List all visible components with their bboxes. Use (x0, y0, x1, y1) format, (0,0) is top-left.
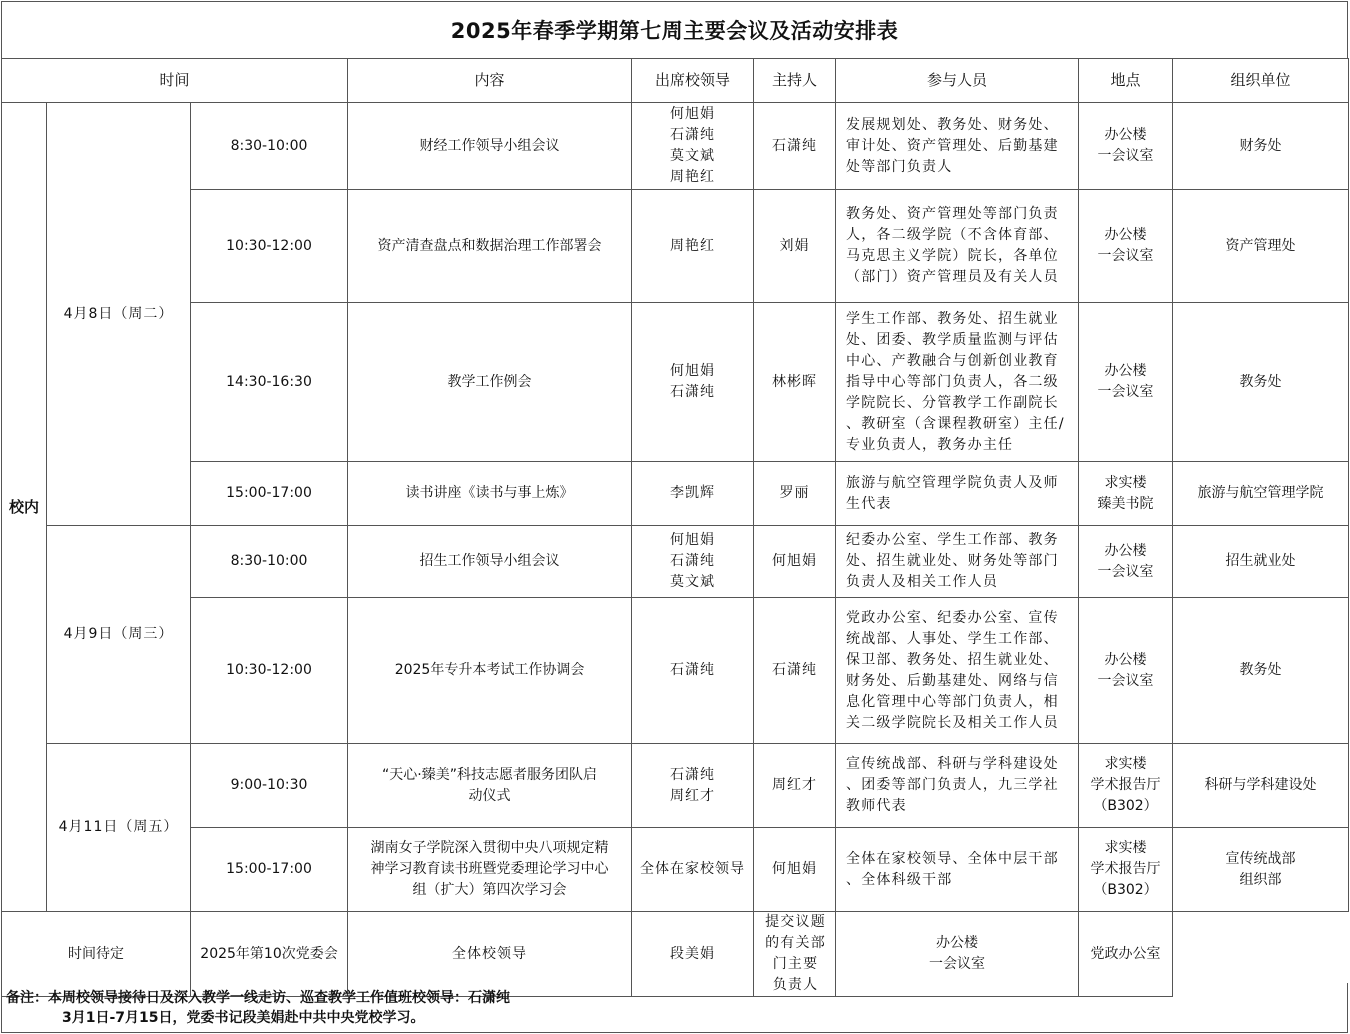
cell-line: 党政办公室、纪委办公室、宣传 (846, 609, 1059, 626)
content-cell (348, 462, 632, 526)
cell-line: 旅游与航空管理学院 (1197, 485, 1324, 501)
content-cell (348, 828, 632, 912)
header-time: 时间 (2, 59, 348, 103)
header-location: 地点 (1079, 59, 1173, 103)
leaders-cell (632, 744, 754, 828)
cell-line: 学术报告厅 (1090, 861, 1161, 877)
participants-cell (836, 598, 1079, 744)
cell-line: 科研与学科建设处 (1204, 777, 1317, 793)
content-cell (348, 598, 632, 744)
content-cell (348, 190, 632, 303)
cell-line: （B302） (1093, 798, 1158, 814)
location-cell (1079, 103, 1173, 190)
cell-line: 审计处、资产管理处、后勤基建 (846, 137, 1059, 154)
cell-line: 处、团委、教学质量监测与评估 (846, 331, 1059, 348)
time-cell: 15:00-17:00 (191, 462, 348, 526)
organizer-cell (1173, 103, 1349, 190)
cell-line: 旅游与航空管理学院负责人及师 (846, 474, 1059, 491)
content-cell (348, 103, 632, 190)
location-cell (1079, 744, 1173, 828)
location-cell (1079, 598, 1173, 744)
header-participants: 参与人员 (836, 59, 1079, 103)
cell-line: 周红才 (670, 787, 716, 804)
cell-line: （B302） (1093, 882, 1158, 898)
leaders-cell (632, 828, 754, 912)
time-cell: 15:00-17:00 (191, 828, 348, 912)
cell-line: 石潇纯 (670, 553, 716, 569)
footnote-line-2: 3月1日-7月15日，党委书记段美娟赴中共中央党校学习。 (62, 1010, 425, 1026)
organizer-cell (1173, 190, 1349, 303)
cell-line: 求实楼 (1104, 756, 1147, 772)
header-host: 主持人 (754, 59, 836, 103)
cell-line: 生代表 (846, 495, 892, 512)
cell-line: 何旭娟 (670, 363, 716, 379)
cell-line: 办公楼 (1104, 127, 1147, 143)
host-cell: 石潇纯 (754, 598, 836, 744)
time-cell: 10:30-12:00 (191, 190, 348, 303)
cell-line: 办公楼 (1104, 363, 1147, 379)
time-cell: 9:00-10:30 (191, 744, 348, 828)
cell-line: （部门）资产管理员及有关人员 (846, 269, 1059, 285)
cell-line: 求实楼 (1104, 474, 1147, 491)
cell-line: 专业负责人，教务办主任 (846, 436, 1014, 453)
cell-line: “天心·臻美”科技志愿者服务团队启 (382, 766, 597, 783)
cell-line: 一会议室 (929, 956, 986, 972)
cell-line: 保卫部、教务处、招生就业处、 (846, 651, 1059, 668)
page-title: 2025年春季学期第七周主要会议及活动安排表 (1, 1, 1348, 58)
table-row (2, 828, 1349, 912)
content-cell (348, 526, 632, 598)
cell-line: 马克思主义学院）院长，各单位 (846, 248, 1059, 264)
cell-line: 组（扩大）第四次学习会 (412, 882, 567, 898)
header-organizer: 组织单位 (1173, 59, 1349, 103)
host-cell: 刘娟 (754, 190, 836, 303)
cell-line: 一会议室 (1097, 672, 1154, 689)
cell-line: 统战部、人事处、学生工作部、 (846, 630, 1059, 647)
cell-line: 教师代表 (846, 798, 907, 814)
cell-line: 教务处 (1239, 662, 1282, 678)
location-cell (1079, 526, 1173, 598)
participants-cell (836, 744, 1079, 828)
header-leaders: 出席校领导 (632, 59, 754, 103)
location-cell (1079, 462, 1173, 526)
cell-line: 、团委等部门负责人，九三学社 (846, 777, 1059, 793)
organizer-cell (1173, 303, 1349, 462)
cell-line: 2025年专升本考试工作协调会 (394, 662, 585, 678)
cell-line: 资产管理处 (1225, 237, 1296, 254)
cell-line: 教务处、资产管理处等部门负责 (846, 206, 1059, 222)
cell-line: 李凯辉 (670, 485, 716, 501)
cell-line: 周艳红 (670, 237, 716, 254)
cell-line: 纪委办公室、学生工作部、教务 (846, 532, 1059, 548)
cell-line: 办公楼 (1104, 227, 1147, 243)
table-row (2, 462, 1349, 526)
location-cell (1079, 303, 1173, 462)
host-cell: 罗丽 (754, 462, 836, 526)
pending-time: 时间待定 (2, 912, 191, 997)
organizer-cell (1173, 598, 1349, 744)
leaders-cell (632, 103, 754, 190)
host-cell: 何旭娟 (754, 828, 836, 912)
cell-line: 财务处 (1239, 137, 1282, 154)
organizer-cell (1173, 744, 1349, 828)
location-cell (1079, 190, 1173, 303)
participants-cell (836, 828, 1079, 912)
header-content: 内容 (348, 59, 632, 103)
cell-line: 一会议室 (1097, 148, 1154, 164)
cell-line: 提交议题的有关部门主要 (765, 914, 826, 972)
cell-line: 莫文斌 (670, 148, 716, 164)
cell-line: 党政办公室 (1090, 945, 1161, 962)
cell-line: 莫文斌 (670, 574, 716, 590)
cell-line: 指导中心等部门负责人，各二级 (846, 373, 1059, 390)
table-row (2, 103, 1349, 190)
cell-line: 读书讲座《读书与事上炼》 (405, 485, 574, 501)
time-cell: 8:30-10:00 (191, 526, 348, 598)
cell-line: 石潇纯 (670, 384, 716, 400)
participants-cell (836, 190, 1079, 303)
leaders-cell (632, 598, 754, 744)
cell-line: 一会议室 (1097, 384, 1154, 400)
cell-line: 资产清查盘点和数据治理工作部署会 (377, 237, 602, 254)
cell-line: 学院院长、分管教学工作副院长 (846, 394, 1059, 411)
time-cell: 10:30-12:00 (191, 598, 348, 744)
cell-line: 臻美书院 (1097, 495, 1154, 512)
participants-cell (836, 462, 1079, 526)
cell-line: 关二级学院院长及相关工作人员 (846, 714, 1059, 731)
cell-line: 全体在家校领导 (640, 861, 746, 877)
cell-line: 何旭娟 (670, 532, 716, 548)
cell-line: 负责人 (772, 977, 819, 993)
campus-label: 校内 (2, 103, 47, 912)
leaders-cell (632, 462, 754, 526)
cell-line: 求实楼 (1104, 840, 1147, 856)
cell-line: 负责人及相关工作人员 (846, 574, 999, 590)
cell-line: 处等部门负责人 (846, 158, 953, 175)
cell-line: 息化管理中心等部门负责人，相 (846, 693, 1059, 710)
participants-cell (836, 303, 1079, 462)
cell-line: 发展规划处、教务处、财务处、 (846, 116, 1059, 133)
host-cell: 石潇纯 (754, 103, 836, 190)
cell-line: 宣传统战部、科研与学科建设处 (846, 756, 1059, 772)
cell-line: 财经工作领导小组会议 (419, 137, 560, 154)
cell-line: 学术报告厅 (1090, 777, 1161, 793)
cell-line: 湖南女子学院深入贯彻中央八项规定精 (370, 840, 609, 856)
cell-line: 2025年第10次党委会 (200, 945, 338, 962)
cell-line: 招生就业处 (1225, 553, 1296, 569)
leaders-cell (632, 526, 754, 598)
time-cell: 8:30-10:00 (191, 103, 348, 190)
schedule-table (1, 58, 1349, 997)
host-cell: 何旭娟 (754, 526, 836, 598)
leaders-cell (632, 303, 754, 462)
cell-line: 办公楼 (1104, 651, 1147, 668)
time-cell: 14:30-16:30 (191, 303, 348, 462)
header-row (2, 59, 1349, 103)
cell-line: 宣传统战部 (1225, 850, 1296, 867)
cell-line: 人，各二级学院（不含体育部、 (846, 227, 1059, 243)
cell-line: 组织部 (1239, 871, 1282, 888)
cell-line: 中心、产教融合与创新创业教育 (846, 352, 1059, 369)
cell-line: 教学工作例会 (447, 373, 532, 390)
organizer-cell (1173, 526, 1349, 598)
date-cell: 4月9日（周三） (47, 526, 191, 744)
footnote-line-1: 备注：本周校领导接待日及深入教学一线走访、巡查教学工作值班校领导：石潇纯 (6, 990, 510, 1006)
participants-cell (836, 103, 1079, 190)
cell-line: 全体校领导 (452, 945, 528, 962)
cell-line: 石潇纯 (670, 127, 716, 143)
organizer-cell (1173, 462, 1349, 526)
date-cell: 4月8日（周二） (47, 103, 191, 526)
cell-line: 神学习教育读书班暨党委理论学习中心 (370, 861, 609, 877)
cell-line: 一会议室 (1097, 248, 1154, 264)
cell-line: 教务处 (1239, 373, 1282, 390)
footnote (1, 983, 1348, 1033)
table-row (2, 303, 1349, 462)
cell-line: 石潇纯 (670, 662, 716, 678)
host-cell: 周红才 (754, 744, 836, 828)
participants-cell (836, 526, 1079, 598)
cell-line: 周艳红 (670, 169, 716, 185)
cell-line: 、全体科级干部 (846, 871, 953, 888)
location-cell (1079, 828, 1173, 912)
cell-line: 动仪式 (468, 787, 511, 804)
cell-line: 全体在家校领导、全体中层干部 (846, 850, 1059, 867)
content-cell (348, 744, 632, 828)
cell-line: 、教研室（含课程教研室）主任/ (846, 415, 1065, 432)
cell-line: 学生工作部、教务处、招生就业 (846, 310, 1059, 327)
cell-line: 招生工作领导小组会议 (419, 553, 560, 569)
cell-line: 一会议室 (1097, 563, 1154, 580)
table-row (2, 190, 1349, 303)
cell-line: 办公楼 (936, 935, 979, 951)
table-row (2, 526, 1349, 598)
cell-line: 办公楼 (1104, 542, 1147, 559)
host-cell: 林彬晖 (754, 303, 836, 462)
table-row (2, 744, 1349, 828)
cell-line: 何旭娟 (670, 106, 716, 122)
leaders-cell (632, 190, 754, 303)
table-row (2, 598, 1349, 744)
cell-line: 处、招生就业处、财务处等部门 (846, 553, 1059, 569)
cell-line: 石潇纯 (670, 766, 716, 783)
cell-line: 财务处、后勤基建处、网络与信 (846, 672, 1059, 689)
organizer-cell (1173, 828, 1349, 912)
content-cell (348, 303, 632, 462)
pending-host: 段美娟 (632, 912, 754, 997)
date-cell: 4月11日（周五） (47, 744, 191, 912)
